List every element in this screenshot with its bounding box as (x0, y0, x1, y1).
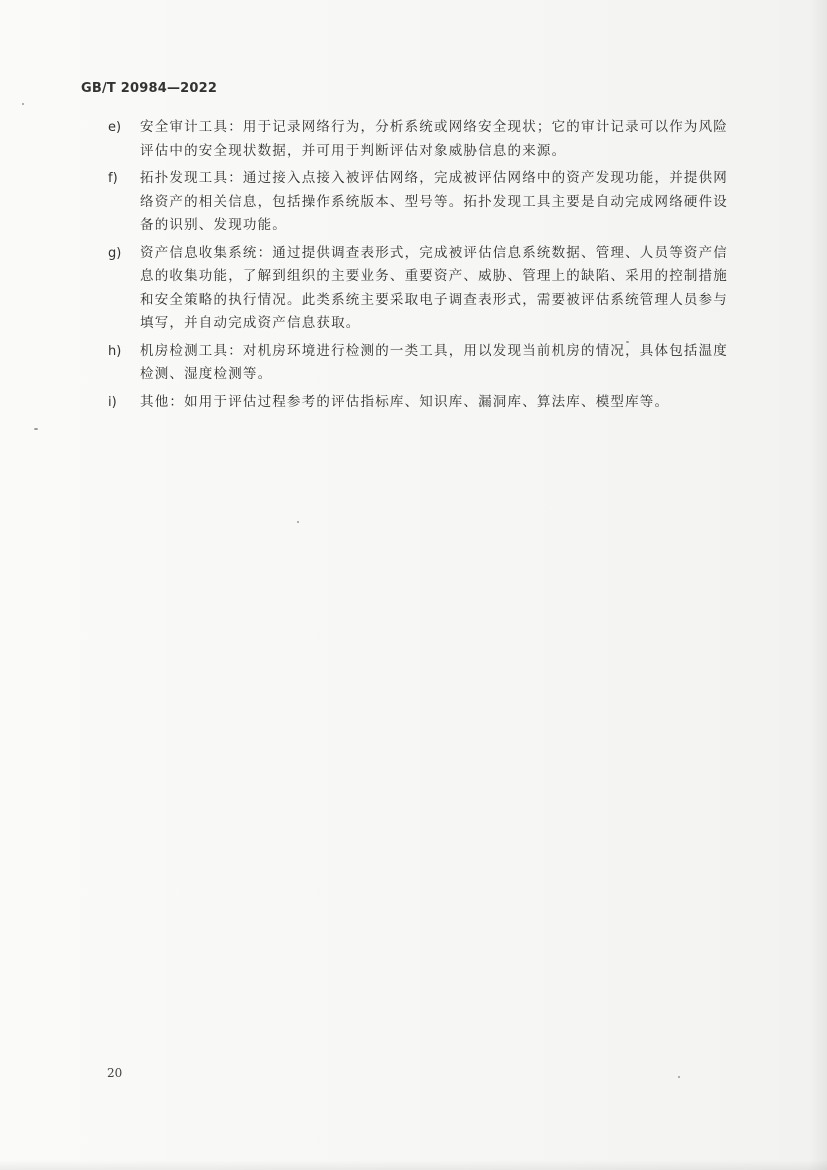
scan-speck (22, 103, 24, 105)
list-item-marker: e) (108, 120, 122, 135)
scan-speck (678, 1076, 680, 1078)
page-bottom-edge (0, 1160, 827, 1170)
list-item-text: 拓扑发现工具：通过接入点接入被评估网络，完成被评估网络中的资产发现功能，并提供网络资产的相关信息，包括操作系统版本、型号等。拓扑发现工具主要是自动完成网络硬件设备的识别、发现功能。 (140, 170, 728, 233)
list-item (108, 242, 728, 336)
list-item-text: 资产信息收集系统：通过提供调查表形式，完成被评估信息系统数据、管理、人员等资产信息的收集功能，了解到组织的主要业务、重要资产、威胁、管理上的缺陷、采用的控制措施和安全策略的执行情况。此类系统主要采取电子调查表形式，需要被评估系统管理人员参与填写，并自动完成资产信息获取。 (140, 244, 728, 331)
standard-number-header: GB/T 20984—2022 (81, 81, 218, 96)
list-item-text: 机房检测工具：对机房环境进行检测的一类工具，用以发现当前机房的情况，具体包括温度检测、湿度检测等。 (140, 342, 728, 382)
list-item (108, 116, 728, 163)
page-number: 20 (107, 1066, 123, 1080)
list-item (108, 391, 728, 415)
list-item (108, 167, 728, 238)
scan-speck (626, 341, 629, 343)
list-item (108, 340, 728, 387)
list-item-marker: g) (108, 245, 122, 261)
scan-speck (34, 428, 38, 430)
page-edge-shadow (809, 0, 827, 1170)
list-item-text: 其他：如用于评估过程参考的评估指标库、知识库、漏洞库、算法库、模型库等。 (140, 393, 670, 410)
list-item-text: 安全审计工具：用于记录网络行为，分析系统或网络安全现状；它的审计记录可以作为风险评估中的安全现状数据，并可用于判断评估对象威胁信息的来源。 (140, 119, 728, 159)
tool-list (108, 116, 728, 418)
list-item-marker: h) (108, 343, 122, 359)
list-item-marker: i) (108, 394, 117, 410)
list-item-marker: f) (108, 171, 118, 186)
scan-speck (297, 521, 299, 523)
